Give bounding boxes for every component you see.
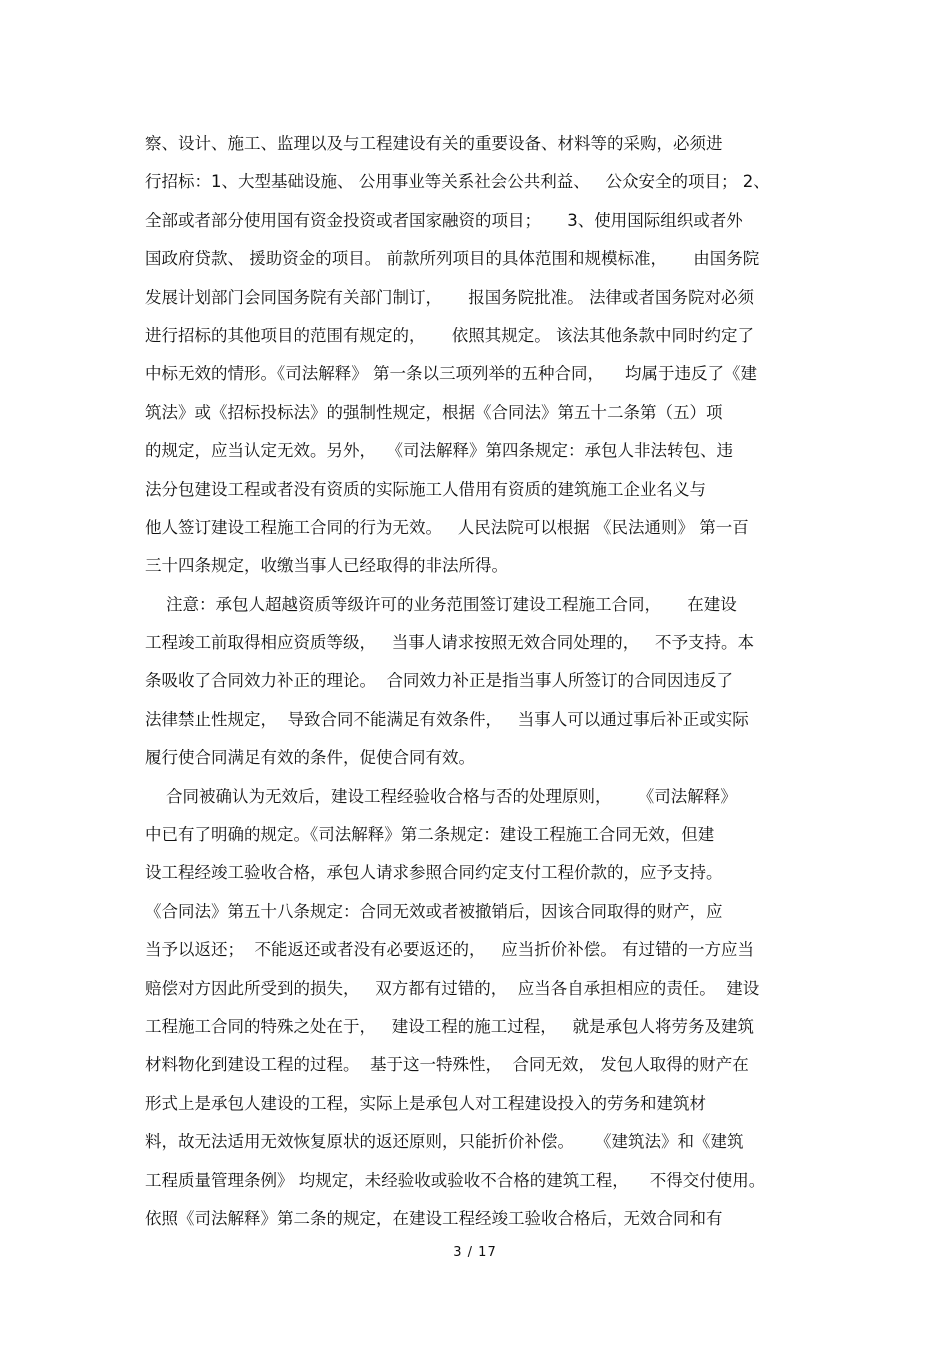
text-line: 合同被确认为无效后，建设工程经验收合格与否的处理原则， 《司法解释》: [145, 786, 737, 806]
text-line: 工程质量管理条例》 均规定，未经验收或验收不合格的建筑工程， 不得交付使用。: [145, 1170, 766, 1190]
text-line: 行招标：1、大型基础设施、 公用事业等关系社会公共利益、 公众安全的项目； 2、: [145, 172, 770, 192]
text-line: 法律禁止性规定， 导致合同不能满足有效条件， 当事人可以通过事后补正或实际: [145, 709, 749, 729]
text-line: 赔偿对方因此所受到的损失， 双方都有过错的， 应当各自承担相应的责任。 建设: [145, 978, 760, 998]
text-line: 中已有了明确的规定。《司法解释》第二条规定：建设工程施工合同无效，但建: [145, 825, 715, 845]
text-line: 形式上是承包人建设的工程，实际上是承包人对工程建设投入的劳务和建筑材: [145, 1093, 706, 1113]
text-line: 他人签订建设工程施工合同的行为无效。 人民法院可以根据 《民法通则》 第一百: [145, 517, 749, 537]
text-line: 法分包建设工程或者没有资质的实际施工人借用有资质的建筑施工企业名义与: [145, 479, 706, 499]
body-text: [145, 125, 815, 1238]
text-line: 中标无效的情形。《司法解释》 第一条以三项列举的五种合同， 均属于违反了《建: [145, 364, 757, 384]
text-line: 国政府贷款、 援助资金的项目。 前款所列项目的具体范围和规模标准， 由国务院: [145, 249, 760, 269]
text-line: 依照《司法解释》第二条的规定，在建设工程经竣工验收合格后，无效合同和有: [145, 1208, 723, 1228]
text-line: 的规定，应当认定无效。另外， 《司法解释》第四条规定：承包人非法转包、违: [145, 441, 733, 461]
text-line: 材料物化到建设工程的过程。 基于这一特殊性， 合同无效， 发包人取得的财产在: [145, 1055, 749, 1075]
text-line: 设工程经竣工验收合格，承包人请求参照合同约定支付工程价款的，应予支持。: [145, 863, 723, 883]
text-line: 《合同法》第五十八条规定：合同无效或者被撤销后，因该合同取得的财产，应: [145, 901, 723, 921]
text-line: 工程施工合同的特殊之处在于， 建设工程的施工过程， 就是承包人将劳务及建筑: [145, 1016, 754, 1036]
text-line: 三十四条规定，收缴当事人已经取得的非法所得。: [145, 556, 508, 576]
text-line: 发展计划部门会同国务院有关部门制订， 报国务院批准。 法律或者国务院对必须: [145, 287, 754, 307]
text-line: 工程竣工前取得相应资质等级， 当事人请求按照无效合同处理的， 不予支持。本: [145, 633, 754, 653]
text-line: 履行使合同满足有效的条件，促使合同有效。: [145, 748, 475, 768]
text-line: 料，故无法适用无效恢复原状的返还原则，只能折价补偿。 《建筑法》和《建筑: [145, 1132, 744, 1152]
text-line: 当予以返还； 不能返还或者没有必要返还的， 应当折价补偿。 有过错的一方应当: [145, 940, 754, 960]
text-line: 筑法》或《招标投标法》的强制性规定，根据《合同法》第五十二条第（五）项: [145, 402, 723, 422]
text-line: 条吸收了合同效力补正的理论。 合同效力补正是指当事人所签订的合同因违反了: [145, 671, 733, 691]
text-line: 全部或者部分使用国有资金投资或者国家融资的项目； 3、使用国际组织或者外: [145, 210, 743, 230]
text-line: 注意：承包人超越资质等级许可的业务范围签订建设工程施工合同， 在建设: [145, 594, 737, 614]
text-line: 进行招标的其他项目的范围有规定的， 依照其规定。 该法其他条款中同时约定了: [145, 325, 754, 345]
page-number: 3 / 17: [453, 1245, 497, 1260]
text-line: 察、设计、施工、监理以及与工程建设有关的重要设备、材料等的采购，必须进: [145, 134, 723, 153]
